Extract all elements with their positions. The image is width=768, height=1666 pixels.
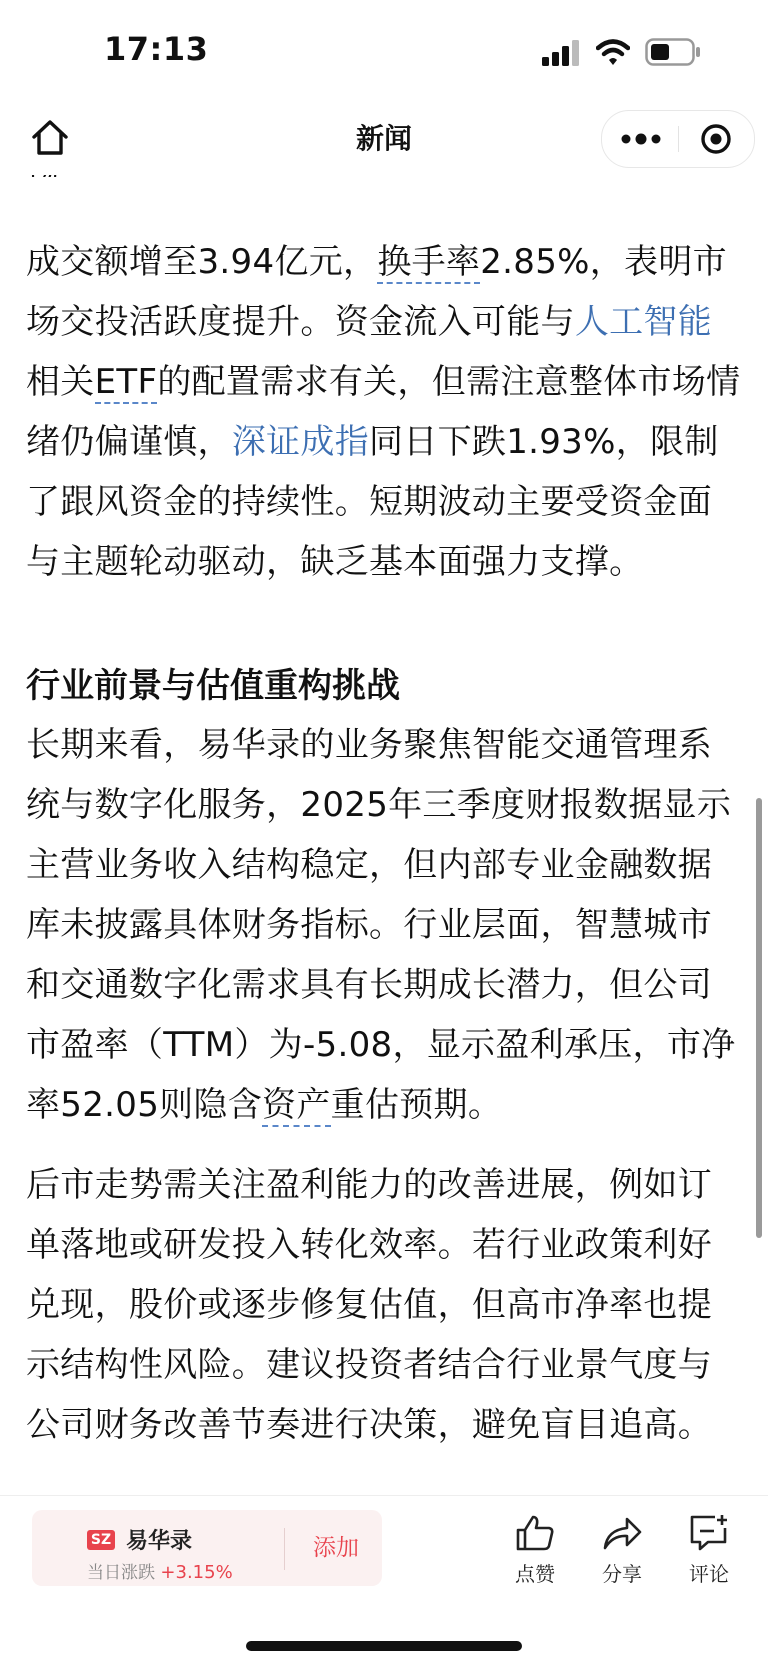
text-segment: 相关 <box>26 362 95 402</box>
more-icon[interactable] <box>620 129 662 149</box>
section-heading: 行业前景与估值重构挑战 <box>26 666 400 706</box>
link-asset[interactable]: 资产 <box>262 1085 331 1125</box>
paragraph-outlook-2: 后市走势需关注盈利能力的改善进展，例如订单落地或研发投入转化效率。若行业政策利好兑现，股价或逐步修复估值，但高市净率也提示结构性风险。建议投资者结合行业景气度与公司财务改善节奏进行决策，避免盲目追高。 <box>26 1165 712 1445</box>
add-watchlist-button[interactable]: 添加 <box>313 1535 359 1561</box>
card-divider <box>284 1528 285 1570</box>
comment-button[interactable] <box>674 1508 744 1598</box>
comment-label: 评论 <box>689 1562 729 1586</box>
page-title: 新闻 <box>355 122 412 155</box>
comment-add-icon <box>688 1514 730 1552</box>
share-icon <box>601 1514 643 1552</box>
cellular-signal-icon <box>542 40 582 66</box>
text-segment: 同日下跌1.93%，限制了跟风资金的持续性。短期波动主要受资金面与主题轮动驱动，缺乏基本面强力支撑。 <box>26 422 719 582</box>
text-segment: 长期来看，易华录的业务聚焦智能交通管理系统与数字化服务，2025年三季度财报数据显示主营业务收入结构稳定，但内部专业金融数据库未披露具体财务指标。行业层面，智慧城市和交通数字化需求具有长期成长潜力，但公司市盈率（TTM）为-5.08，显示盈利承压，市净率52.05则隐含 <box>26 725 736 1125</box>
paragraph-outlook <box>26 715 742 1135</box>
nav-bar <box>0 105 768 175</box>
link-turnover-rate[interactable]: 换手率 <box>377 242 481 282</box>
like-button[interactable] <box>500 1508 570 1598</box>
stock-change-label: 当日涨跌 <box>87 1563 155 1583</box>
link-artificial-intelligence[interactable]: 人工智能 <box>574 302 713 342</box>
scrollbar[interactable] <box>756 798 762 1238</box>
close-target-icon[interactable] <box>700 123 732 155</box>
text-segment: 成交额增至3.94亿元， <box>26 242 378 282</box>
mini-program-capsule <box>601 110 755 168</box>
home-indicator[interactable] <box>246 1641 522 1651</box>
capsule-divider <box>678 126 679 152</box>
stock-change-value: +3.15% <box>160 1562 233 1583</box>
stock-change <box>87 1558 233 1583</box>
text-segment: 的配置需求有关，但需注意整体市场情绪仍偏谨慎， <box>26 362 741 462</box>
paragraph-trading <box>26 232 742 592</box>
share-label: 分享 <box>602 1562 642 1586</box>
thumbs-up-icon <box>515 1514 555 1552</box>
link-etf[interactable]: ETF <box>94 362 158 402</box>
status-bar <box>0 0 768 100</box>
text-segment: 重估预期。 <box>330 1085 503 1125</box>
like-label: 点赞 <box>515 1562 555 1586</box>
stock-name: 易华录 <box>126 1529 193 1554</box>
wifi-icon <box>596 38 630 66</box>
bottom-action-bar <box>0 1495 768 1666</box>
article-body <box>26 140 742 1495</box>
battery-icon <box>645 38 701 66</box>
status-time: 17:13 <box>104 30 209 68</box>
exchange-badge: SZ <box>87 1530 115 1550</box>
link-szse-component-index[interactable]: 深证成指 <box>231 422 370 462</box>
stock-card[interactable] <box>32 1510 382 1586</box>
text-segment: 2.85%，表明市场交投活跃度提升。资金流入可能与 <box>26 242 727 342</box>
share-button[interactable] <box>587 1508 657 1598</box>
